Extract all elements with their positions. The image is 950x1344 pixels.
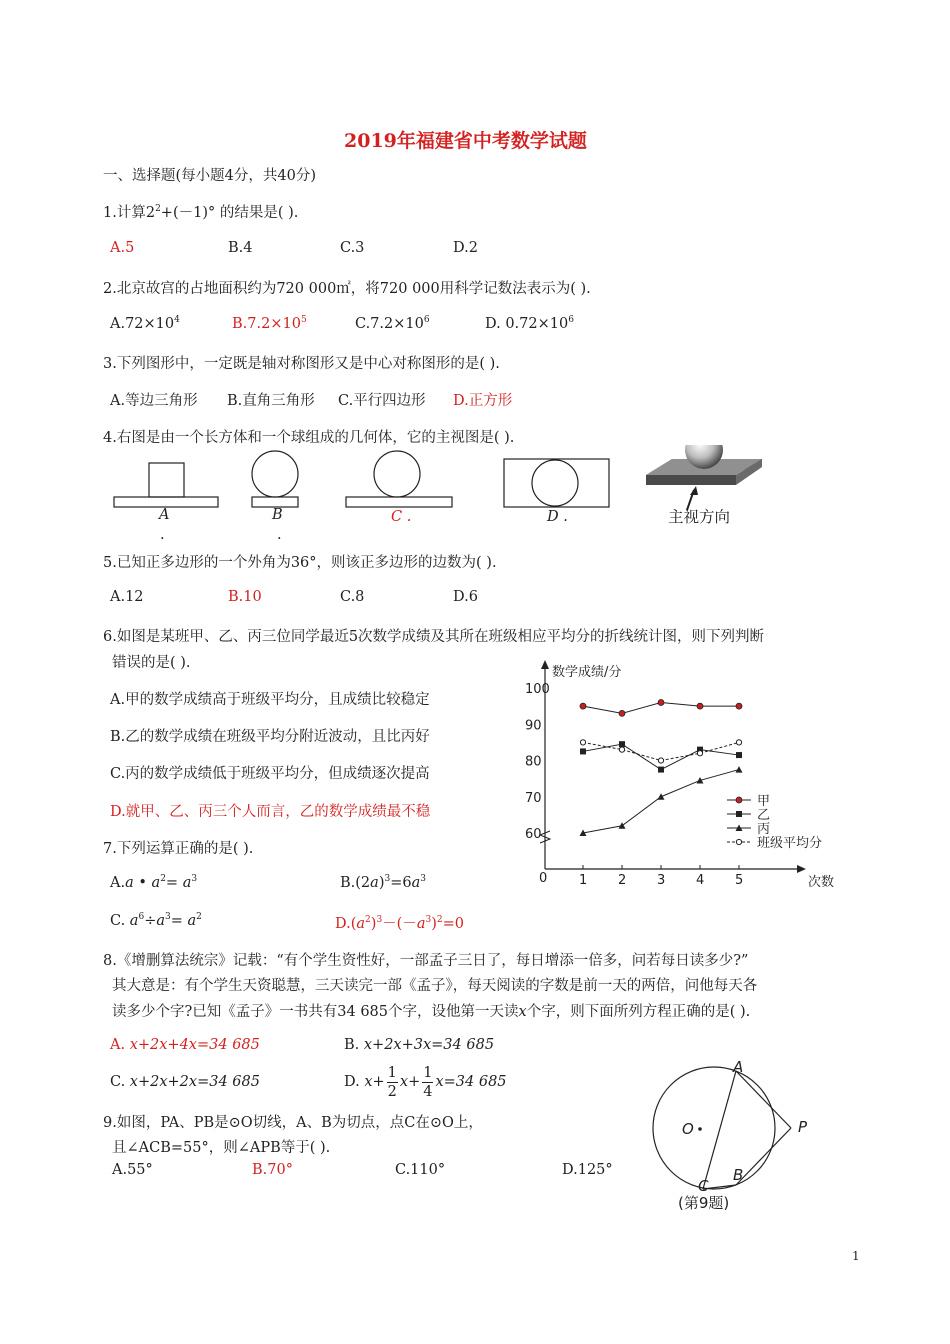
series-1-point xyxy=(736,752,742,758)
series-1-point xyxy=(619,741,625,747)
series-2-point xyxy=(736,766,743,773)
q9-option-b: B.70° xyxy=(252,1162,293,1178)
q8-option-d: D. x+ $\frac{1}{2}$ x+ $\frac{1}{4}$ x=34 685 xyxy=(344,1064,507,1100)
series-0-point xyxy=(619,710,625,716)
q4-dot-a: . xyxy=(160,527,165,543)
y-axis-label: 数学成绩/分 xyxy=(552,665,622,680)
q9-line2: 且∠ACB=55°，则∠APB等于( ). xyxy=(112,1140,331,1156)
series-2-point xyxy=(658,793,665,800)
q9-tangent-pa xyxy=(736,1071,791,1128)
q6-option-c: C.丙的数学成绩低于班级平均分，但成绩逐次提高 xyxy=(110,766,430,782)
q7-option-c: C. $a^6\div a^3= a^2$ xyxy=(110,912,202,929)
q4-solid-figure xyxy=(646,445,762,510)
q3-option-a: A.等边三角形 xyxy=(110,393,198,409)
y-tick-label: 90 xyxy=(525,718,542,734)
q6-stem-line2: 错误的是( ). xyxy=(112,655,191,671)
legend-marker-3 xyxy=(736,839,741,844)
legend-label-1: 乙 xyxy=(757,808,771,823)
x-tick-label: 3 xyxy=(657,873,666,888)
q5-option-c: C.8 xyxy=(340,589,365,605)
legend-marker-1 xyxy=(736,811,742,817)
q2-option-d: D. $0.72\times 10^6$ xyxy=(485,315,574,332)
section-heading: 一、选择题(每小题4分，共40分) xyxy=(103,168,316,184)
q1-stem: 1.计算$2^2+(-1)^\circ$ 的结果是( ). xyxy=(103,204,299,221)
x-tick-label: 5 xyxy=(735,873,744,888)
q9-tangent-pb xyxy=(736,1128,791,1185)
q1-option-d: D.2 xyxy=(453,240,478,256)
q1-option-b: B.4 xyxy=(228,240,253,256)
series-3-point xyxy=(619,747,624,752)
q6-option-b: B.乙的数学成绩在班级平均分附近波动，且比丙好 xyxy=(110,729,430,745)
q4-figures xyxy=(100,445,790,545)
q8-line1: 8.《增删算法统宗》记载：“有个学生资性好，一部孟子三日了，每日增添一倍多，问若每日读多少?” xyxy=(103,953,749,969)
q1-option-c: C.3 xyxy=(340,240,365,256)
q4-label-c: C . xyxy=(391,509,412,525)
q6-line-chart xyxy=(505,655,850,900)
series-0-point xyxy=(580,703,586,709)
y-tick-label: 60 xyxy=(525,827,542,842)
q9-circle-figure xyxy=(640,1060,820,1195)
q3-stem: 3.下列图形中，一定既是轴对称图形又是中心对称图形的是( ). xyxy=(103,356,500,372)
q5-option-b: B.10 xyxy=(228,589,262,605)
q8-line2: 其大意是：有个学生天资聪慧，三天读完一部《孟子》，每天阅读的字数是前一天的两倍，问他每天各 xyxy=(112,978,758,994)
q9-center-dot xyxy=(698,1127,702,1131)
x-axis-arrow xyxy=(797,865,806,873)
q7-option-a: A.a • $a^2= a^3$ xyxy=(110,874,198,891)
legend-label-3: 班级平均分 xyxy=(757,836,823,851)
q4-dot-b: . xyxy=(277,527,282,543)
y-axis-arrow xyxy=(541,660,549,669)
q4-label-d: D . xyxy=(547,509,568,525)
q7-option-d: $D.(a^2)^3-(-a^3)^2=0$ xyxy=(335,915,465,932)
q8-option-a: A. x+2x+4x=34 685 xyxy=(110,1037,260,1053)
q6-option-d: D.就甲、乙、丙三个人而言，乙的数学成绩最不稳 xyxy=(110,804,431,820)
series-0-point xyxy=(697,703,703,709)
x-tick-label: 1 xyxy=(579,873,588,888)
q4-label-b: B xyxy=(272,507,283,523)
q4-option-c-figure xyxy=(346,451,452,507)
y-tick-label: 100 xyxy=(525,682,550,697)
q2-option-c: $C.7.2\times 10^6$ xyxy=(355,315,430,332)
q5-option-a: A.12 xyxy=(110,589,144,605)
q7-stem: 7.下列运算正确的是( ). xyxy=(103,841,254,857)
series-line-1 xyxy=(583,744,739,769)
series-3-point xyxy=(697,751,702,756)
q2-stem: 2.北京故宫的占地面积约为720 000㎡，将720 000用科学记数法表示为( ). xyxy=(103,281,591,297)
q4-option-d-figure xyxy=(504,459,609,507)
q8-line3: 读多少个字?已知《孟子》一书共有34 685个字，设他第一天读x个字，则下面所列方程正确的是( ). xyxy=(112,1004,751,1020)
q3-option-c: C.平行四边形 xyxy=(338,393,426,409)
series-0-point xyxy=(736,703,742,709)
y-tick-label: 70 xyxy=(525,790,542,806)
page-number: 1 xyxy=(852,1249,860,1263)
origin-label: 0 xyxy=(539,871,548,886)
q9-label-b: B xyxy=(733,1166,744,1184)
q4-view-label: 主视方向 xyxy=(668,508,731,526)
q9-option-a: A.55° xyxy=(112,1162,153,1178)
legend-label-0: 甲 xyxy=(757,794,771,809)
q2-option-a: $A.72\times 10^4$ xyxy=(110,315,180,332)
series-1-point xyxy=(580,748,586,754)
series-2-point xyxy=(619,822,626,829)
q9-caption: (第9题) xyxy=(678,1194,730,1212)
q9-option-c: C.110° xyxy=(395,1162,446,1178)
q5-option-d: D.6 xyxy=(453,589,478,605)
x-tick-label: 4 xyxy=(696,873,705,888)
series-1-point xyxy=(658,767,664,773)
legend-label-2: 丙 xyxy=(757,822,771,837)
series-0-point xyxy=(658,700,664,706)
q5-stem: 5.已知正多边形的一个外角为36°，则该正多边形的边数为( ). xyxy=(103,555,497,571)
series-3-point xyxy=(658,758,663,763)
q7-option-b: $B.(2a)^3=6a^3$ xyxy=(340,874,426,891)
q9-circle xyxy=(653,1067,775,1189)
q2-option-b: $B.7.2\times 10^5$ xyxy=(232,315,307,332)
series-3-point xyxy=(580,740,585,745)
q1-option-a: A.5 xyxy=(110,240,135,256)
q3-option-b: B.直角三角形 xyxy=(227,393,315,409)
q3-option-d: D.正方形 xyxy=(453,393,513,409)
q9-label-o: O xyxy=(682,1120,694,1138)
q4-option-a-figure xyxy=(114,463,218,507)
y-tick-label: 80 xyxy=(525,754,542,770)
series-line-2 xyxy=(583,770,739,833)
x-tick-label: 2 xyxy=(618,873,627,888)
q4-option-b-figure xyxy=(252,451,298,507)
legend-marker-0 xyxy=(736,797,742,803)
q9-label-a: A xyxy=(733,1060,744,1076)
q4-label-a: A xyxy=(159,507,170,523)
q8-option-b: B. x+2x+3x=34 685 xyxy=(344,1037,495,1053)
q9-label-c: C xyxy=(698,1177,709,1195)
q6-stem-line1: 6.如图是某班甲、乙、丙三位同学最近5次数学成绩及其所在班级相应平均分的折线统计图，则下列判断 xyxy=(103,629,765,645)
q9-option-d: D.125° xyxy=(562,1162,613,1178)
series-3-point xyxy=(736,740,741,745)
q9-line1: 9.如图，PA、PB是⊙O切线，A、B为切点，点C在⊙O上， xyxy=(103,1115,483,1131)
q9-label-p: P xyxy=(798,1118,808,1136)
q8-option-c: C. x+2x+2x=34 685 xyxy=(110,1074,260,1090)
q6-option-a: A.甲的数学成绩高于班级平均分，且成绩比较稳定 xyxy=(110,692,430,708)
q9-chord-ca xyxy=(703,1071,736,1189)
page-title: 2019年福建省中考数学试题 xyxy=(344,130,587,152)
q4-stem: 4.右图是由一个长方体和一个球组成的几何体，它的主视图是( ). xyxy=(103,430,515,446)
x-axis-label: 次数 xyxy=(808,875,835,890)
